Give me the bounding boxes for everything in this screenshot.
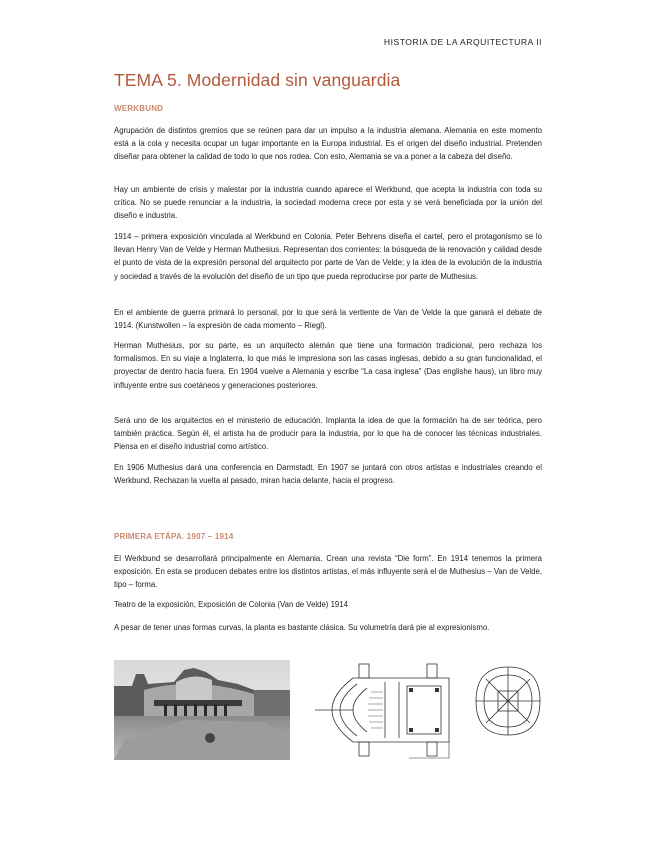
running-header: HISTORIA DE LA ARQUITECTURA II — [383, 37, 542, 47]
figure-caption: Teatro de la exposición, Exposición de Colonia (Van de Velde) 1914 — [114, 600, 348, 609]
theatre-elevation — [472, 661, 544, 741]
section-heading-primera-etapa: PRIMERA ETÁPA. 1907 – 1914 — [114, 532, 234, 541]
theatre-floor-plan — [309, 658, 465, 762]
paragraph: A pesar de tener unas formas curvas, la planta es bastante clásica. Su volumetría dará pie al expresionismo. — [114, 623, 490, 632]
paragraph: En 1906 Muthesius dará una conferencia en Darmstadt. En 1907 se juntará con otros artistas e industriales creando el Werkbund. Rechazan la vuelta al pasado, miran hacia delante, hacia el progreso. — [114, 463, 542, 486]
paragraph: Herman Muthesius, por su parte, es un arquitecto alemán que tiene una formación tradicional, pero rechaza los formalismos. En su viaje a Inglaterra, lo que más le impresiona son las casas inglesas, debido a su gran funcionalidad, el proyectar de dentro hacia fuera. En 1904 vuelve a Alemania y escribe “La casa inglesa” (Das englishe haus), un libro muy influyente entre sus coetáneos y generaciones posteriores. — [114, 341, 542, 390]
section-heading-werkbund: WERKBUND — [114, 104, 164, 113]
paragraph: Será uno de los arquitectos en el ministerio de educación. Implanta la idea de que la formación ha de ser teórica, pero también práctica. Según él, el artista ha de producir para la industria, por lo que ha de conocer las técnicas industriales. Piensa en el diseño industrial como artístico. — [114, 416, 542, 452]
page-title: TEMA 5. Modernidad sin vanguardia — [114, 70, 401, 90]
paragraph: Agrupación de distintos gremios que se reúnen para dar un impulso a la industria alemana. Alemania en este momento está a la cola y necesita ocupar un lugar importante en la Europa industrial. Es el origen del diseño industrial. Pretenden diseñar para obtener la calidad de todo lo que nos rodea. Con esto, Alemania se va a poner a la cabeza del diseño. — [114, 126, 542, 162]
paragraph: En el ambiente de guerra primará lo personal, por lo que será la vertiente de Van de Velde la que ganará el debate de 1914. (Kunstwollen – la expresión de cada momento – Riegl). — [114, 308, 542, 331]
paragraph: El Werkbund se desarrollará principalmente en Alemania. Crean una revista “Die form”. En 1914 tenemos la primera exposición. En esta se producen debates entre los distintos artistas, el más influyente será el de Muthesius – Van de Velde, tipo – forma. — [114, 554, 542, 590]
paragraph: Hay un ambiente de crisis y malestar por la industria cuando aparece el Werkbund, que acepta la industria con toda su crítica. No se puede renunciar a la industria, la sociedad moderna crece por esta y se verá beneficiada por la unión del diseño e industria. — [114, 185, 542, 221]
theatre-photo — [114, 660, 290, 760]
paragraph: 1914 – primera exposición vinculada al Werkbund en Colonia. Peter Behrens diseña el cartel, pero el protagonismo se lo llevan Henry Van de Velde y Herman Muthesius. Representan dos corrientes: la búsqueda de la renovación y calidad desde el punto de vista de la expresión personal del arquitecto por parte de Van de Velde; y la idea de la evolución de la industria y sociedad a través de la evolución del diseño de un tipo que pueda reproducirse por parte de Muthesius. — [114, 232, 542, 281]
